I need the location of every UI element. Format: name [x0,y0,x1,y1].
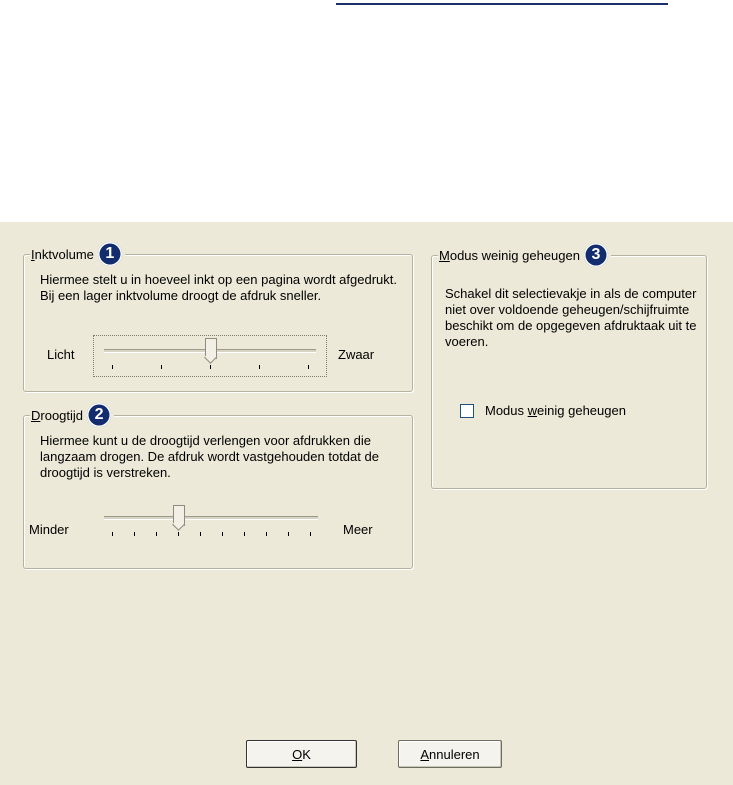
slider-tick [266,532,267,536]
slider-tick [112,365,113,369]
ink-volume-description: Hiermee stelt u in hoeveel inkt op een pagina wordt afgedrukt. Bij een lager inktvolume droogt de afdruk sneller. [40,272,397,303]
low-memory-checkbox[interactable] [460,404,474,418]
dry-time-slider[interactable] [104,502,324,542]
ink-volume-title-accel: I [31,246,35,262]
cancel-button[interactable] [398,740,502,768]
low-memory-title [438,243,611,267]
low-memory-checkbox-label [485,403,626,418]
checkbox-label-pre: Modus [485,403,528,418]
dry-time-slider-track [104,516,318,520]
top-border-line [336,3,668,5]
dry-time-title-rest: roogtijd [40,407,84,423]
dry-time-title-accel: D [31,407,41,423]
low-memory-description: Schakel dit selectievakje in als de computer niet over voldoende geheugen/schijfruimte beschikt om de opgegeven afdruktaak uit te voeren. [445,286,697,349]
ink-volume-title-rest: nktvolume [34,246,94,262]
dry-time-title [30,403,114,427]
slider-tick [222,532,223,536]
slider-tick [178,532,179,536]
slider-tick [244,532,245,536]
slider-tick [156,532,157,536]
cancel-rest: nnuleren [429,746,480,762]
slider-tick [200,532,201,536]
ink-volume-max-label: Zwaar [338,347,375,362]
callout-badge-3: 3 [584,243,608,267]
cancel-accel: A [420,746,430,762]
ink-volume-group [23,245,413,392]
checkbox-label-accel: w [527,403,538,418]
low-memory-checkbox-row[interactable] [460,403,626,418]
dry-time-max-label: Meer [343,522,373,537]
low-memory-title-rest: odus weinig geheugen [449,247,580,263]
slider-tick [210,365,211,369]
ok-button[interactable] [246,740,357,768]
callout-badge-2: 2 [87,403,111,427]
ok-accel: O [292,746,303,762]
slider-tick [161,365,162,369]
ink-volume-slider[interactable] [93,335,327,377]
low-memory-title-accel: M [439,247,450,263]
slider-tick [259,365,260,369]
dry-time-min-label: Minder [29,522,69,537]
low-memory-group [431,246,707,489]
callout-badge-1: 1 [98,242,122,266]
ok-rest: K [302,746,311,762]
slider-tick [308,365,309,369]
ink-volume-title [30,242,125,266]
slider-tick [112,532,113,536]
checkbox-label-post: einig geheugen [537,403,626,418]
slider-tick [288,532,289,536]
slider-tick [310,532,311,536]
dry-time-description: Hiermee kunt u de droogtijd verlengen voor afdrukken die langzaam drogen. De afdruk wordt vastgehouden totdat de droogtijd is verstreken. [40,433,379,480]
slider-tick [134,532,135,536]
dry-time-group [23,406,413,569]
dialog-window [0,222,733,785]
ink-volume-min-label: Licht [47,347,75,362]
